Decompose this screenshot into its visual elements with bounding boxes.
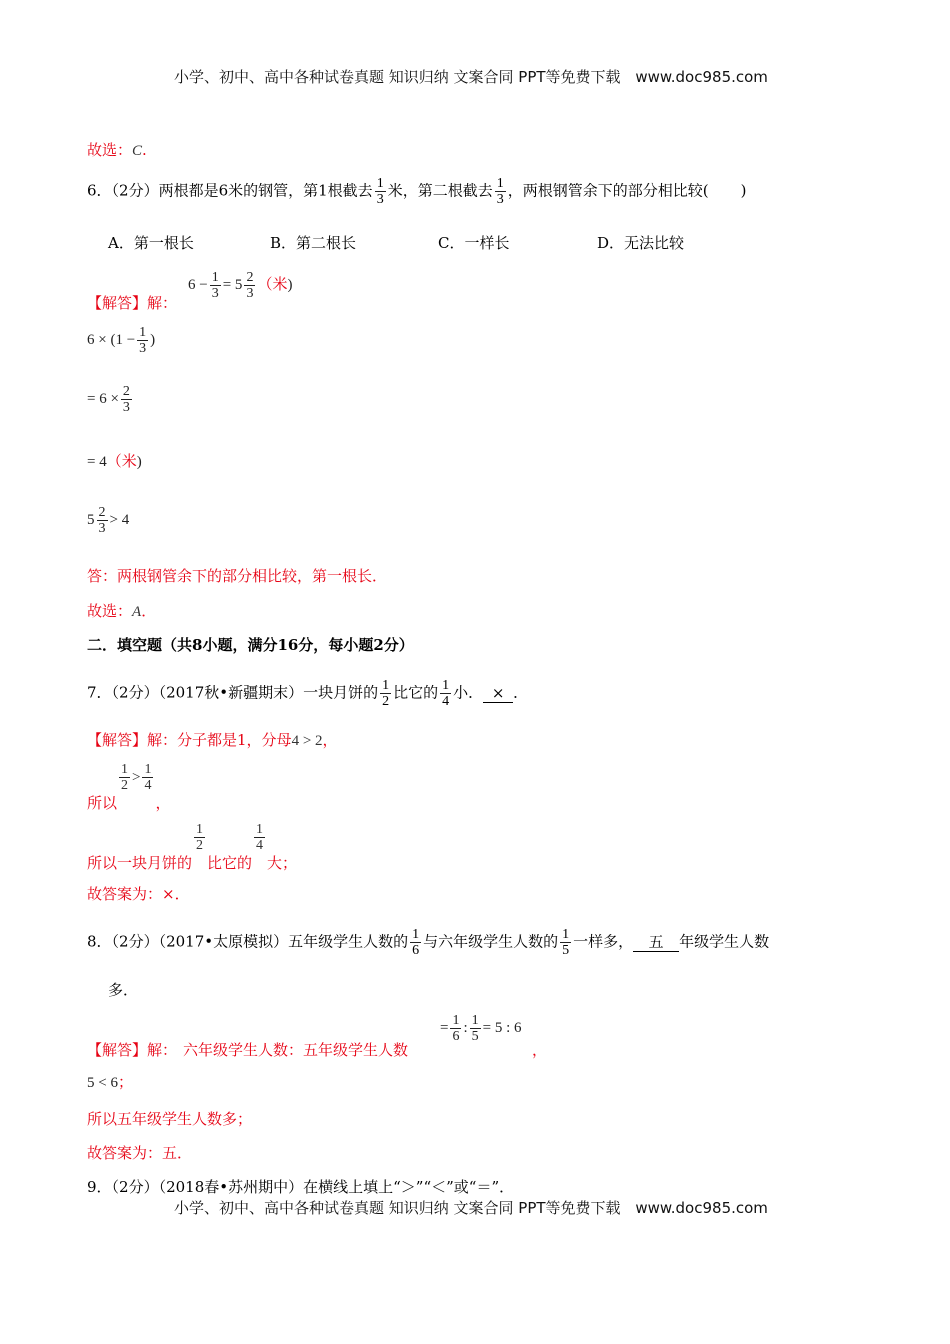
question-text: ) [740,181,747,200]
section-title: 二．填空题（共8小题，满分16分，每小题2分） [87,636,414,654]
q8-solution-text: 六年级学生人数：五年级学生人数 [183,1041,409,1059]
q6-option-d: D．无法比较 [597,234,685,252]
q6-final-answer: 故选：A． [87,602,157,620]
q9-question: 9．（2分）（2018春•苏州期中）在横线上填上“＞”“＜”或“＝”． [87,1178,515,1196]
q8-compare: 5 < 6； [87,1075,133,1091]
q6-step4: = 4（米) [87,454,142,470]
q5-final-answer [87,140,147,161]
q8-final: 故答案为：五． [87,1144,193,1162]
fraction: $\frac{1}{3}$ [376,176,384,207]
q6-option-c: C．一样长 [438,234,510,252]
header-text: 小学、初中、高中各种试卷真题 知识归纳 文案合同 PPT等免费下载 [174,68,621,86]
footer-site: www.doc985.com [635,1199,768,1217]
q7-solution: 【解答】解：分子都是1，分母4 > 2， [87,731,338,749]
final-end: . [142,141,147,159]
q7-question: 7．（2分）（2017秋•新疆期末）一块月饼的 $\frac{1}{2}$ 比它的 $\frac{1}{4}$ 小． × ． [87,678,529,709]
q8-question-cont: 多． [108,981,139,999]
fraction: $\frac{1}{3}$ [496,176,504,207]
question-text: 两根都是6米的钢管，第1根截去 [158,181,373,200]
q8-ratio: = $\frac{1}{6}$ : $\frac{1}{5}$ = 5 : 6 [440,1013,522,1044]
q8-so: 所以五年级学生人数多； [87,1110,253,1128]
final-choice: C [132,143,143,159]
question-number: 6． [87,181,112,200]
q6-option-b: B．第二根长 [270,234,357,252]
answer-blank: × [483,684,513,703]
q7-so2: 所以一块月饼的 $\frac{1}{2}$ 比它的 $\frac{1}{4}$ 大； [87,822,298,872]
final-label: 故选： [87,141,133,159]
q6-answer: 答：两根钢管余下的部分相比较，第一根长． [87,567,388,585]
q7-final: 故答案为：×． [87,885,190,903]
q6-question [87,176,746,207]
q6-step3: = 6 × $\frac{2}{3}$ [87,384,130,415]
q6-solution-label: 【解答】解： [87,294,178,312]
q7-so: 所以 $\frac{1}{2}$ > $\frac{1}{4}$ ， [87,762,171,812]
page-footer [174,1197,768,1218]
footer-text: 小学、初中、高中各种试卷真题 知识归纳 文案合同 PPT等免费下载 [174,1199,621,1217]
q6-step2: 6 × (1 − $\frac{1}{3}$ ) [87,325,156,356]
header-site: www.doc985.com [635,68,768,86]
question-text: ，两根钢管余下的部分相比较( [507,181,709,200]
q6-compare: 5 $\frac{2}{3}$ > 4 [87,505,130,536]
question-score: （2分） [111,181,159,200]
page-header [174,66,768,87]
q6-step1: 6 − $\frac{1}{3}$ = 5 $\frac{2}{3}$ （米) [188,270,293,301]
q8-solution: 【解答】解： [87,1041,178,1059]
answer-blank: 五 [633,933,679,952]
q8-question: 8．（2分）（2017•太原模拟）五年级学生人数的 $\frac{1}{6}$ 与六年级学生人数的 $\frac{1}{5}$ 一样多， 五 年级学生人数 [87,927,770,958]
q6-option-a: A．第一根长 [108,234,194,252]
q8-solution-comma: ， [532,1041,548,1059]
question-text: 米，第二根截去 [387,181,493,200]
